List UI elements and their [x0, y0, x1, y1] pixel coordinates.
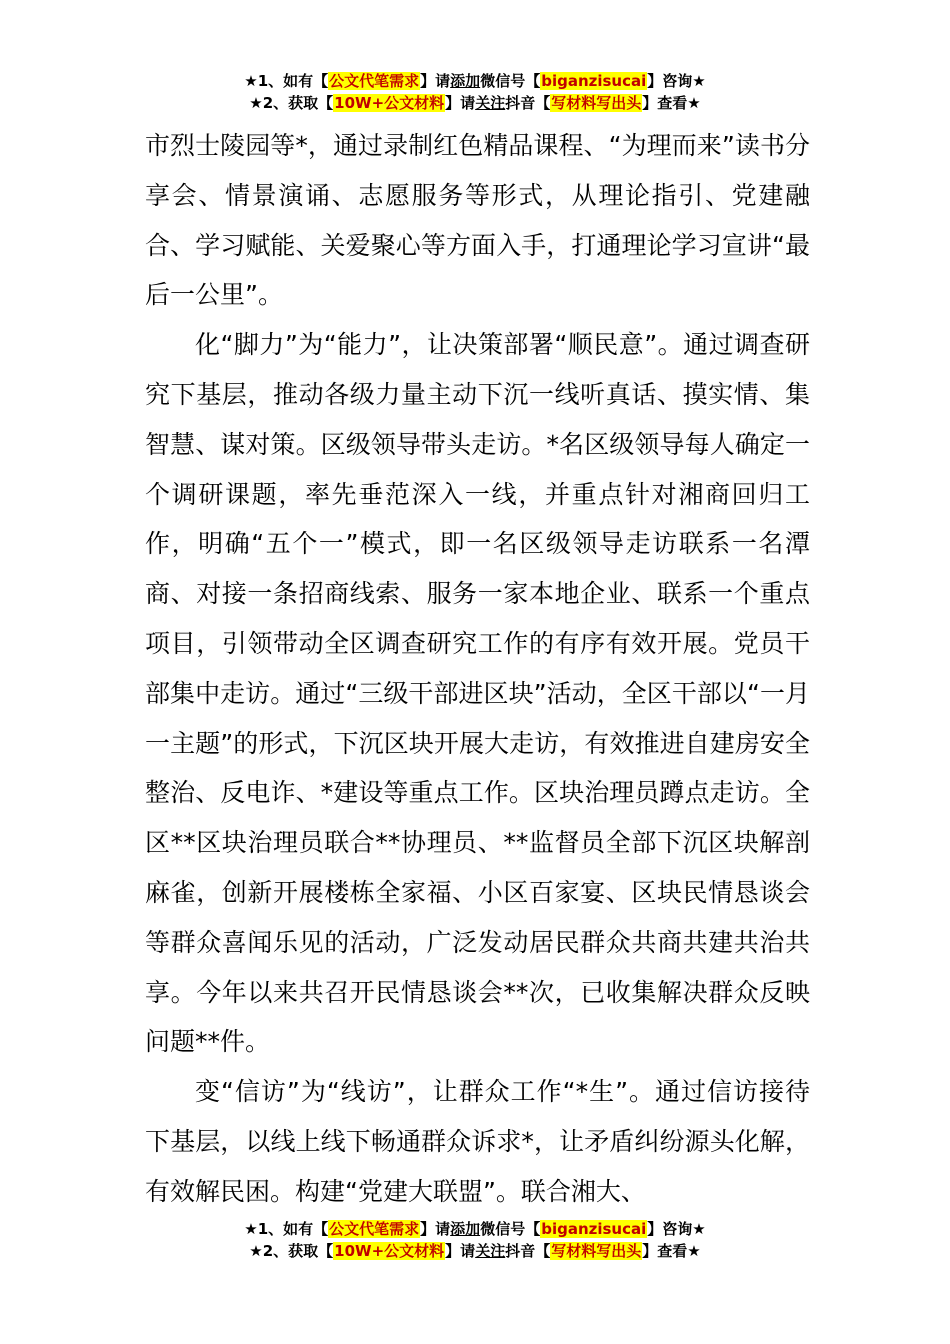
banner-line-1: [0, 1218, 950, 1240]
underlined-text: 添加: [450, 72, 481, 90]
paragraph-3: [145, 1067, 810, 1216]
text-line: 序有效开展。党员干部集中走访。通过“三级干部进区: [145, 628, 810, 708]
banner-text: 】请: [445, 94, 476, 112]
banner-line-2: [0, 92, 950, 114]
star-icon: ★: [692, 72, 706, 90]
text-line: 开展大走访，有效推进自建房安全整治、反电诈、*建设等: [145, 728, 810, 808]
banner-text: 抖音【: [505, 1242, 551, 1260]
highlight-materials: 10W+公文材料: [334, 94, 445, 112]
text-line: 召开民情恳谈会**次，已收集解决群众反映问题**件。: [145, 977, 810, 1057]
banner-text: 2、获取【: [262, 1242, 334, 1260]
banner-text: 】咨询: [647, 1220, 693, 1238]
text-line: 宣讲“最后一公里”。: [145, 230, 810, 310]
text-line: 访接待下基层，以线上线下畅通群众诉求*，让矛盾纠纷源: [145, 1077, 810, 1156]
star-icon: ★: [692, 1220, 706, 1238]
banner-text: 微信号【: [480, 1220, 541, 1238]
banner-text: 1、如有【: [257, 1220, 329, 1238]
text-line: 对湘商回归工作，明确“五个一”模式，即一名区级领导: [145, 479, 810, 559]
banner-text: 】咨询: [647, 72, 693, 90]
highlight-douyin: 写材料写出头: [551, 1242, 642, 1260]
text-line: 摸实情、集智慧、谋对策。区级领导带头走访。*名区级领: [145, 379, 810, 459]
text-line: 活动，广泛发动居民群众共商共建共治共享。今年以来共: [145, 927, 810, 1007]
star-icon: ★: [687, 1242, 701, 1260]
banner-text: 】查看: [642, 1242, 688, 1260]
document-body: [145, 121, 810, 1217]
banner-line-1: [0, 70, 950, 92]
text-line: 建融合、学习赋能、关爱聚心等方面入手，打通理论学习: [145, 180, 810, 260]
star-icon: ★: [687, 94, 701, 112]
text-line: 头化解，有效解民困。构建“党建大联盟”。联合湘大、: [145, 1126, 810, 1206]
text-line: 化“脚力”为“能力”，让决策部署“顺民意”。通: [195, 330, 709, 360]
text-line: 走访联系一名潭商、对接一条招商线索、服务一家本地企: [145, 529, 810, 609]
header-banner: [0, 70, 950, 114]
text-line: 市烈士陵园等*，通过录制红色精品课程、“为理而来”读: [145, 131, 760, 160]
highlight-service: 公文代笔需求: [329, 72, 420, 90]
text-line: 块”活动，全区干部以“一月一主题”的形式，下沉区块: [145, 678, 811, 758]
text-line: 变“信访”为“线访”，让群众工作“*生”。通过信: [195, 1077, 733, 1107]
highlight-materials: 10W+公文材料: [334, 1242, 445, 1260]
banner-text: 】查看: [642, 94, 688, 112]
star-icon: ★: [244, 1220, 258, 1238]
banner-text: 】请: [445, 1242, 476, 1260]
star-icon: ★: [244, 72, 258, 90]
banner-text: 抖音【: [505, 94, 551, 112]
text-line: 全家福、小区百家宴、区块民情恳谈会等群众喜闻乐见的: [145, 877, 810, 957]
banner-text: 2、获取【: [262, 94, 334, 112]
banner-text: 】请: [420, 72, 451, 90]
highlight-service: 公文代笔需求: [329, 1220, 420, 1238]
banner-text: 微信号【: [480, 72, 541, 90]
text-line: 重点工作。区块治理员蹲点走访。全区**区块治理员联合*: [145, 778, 810, 858]
footer-banner: [0, 1218, 950, 1262]
star-icon: ★: [249, 94, 263, 112]
text-line: 过调查研究下基层，推动各级力量主动下沉一线听真话、: [145, 330, 810, 409]
text-line: 书分享会、情景演诵、志愿服务等形式，从理论指引、党: [145, 131, 810, 210]
star-icon: ★: [249, 1242, 263, 1260]
highlight-douyin: 写材料写出头: [551, 94, 642, 112]
text-line: 业、联系一个重点项目，引领带动全区调查研究工作的有: [145, 579, 810, 658]
paragraph-2: [145, 320, 810, 1067]
banner-text: 1、如有【: [257, 72, 329, 90]
underlined-text: 添加: [450, 1220, 481, 1238]
highlight-wechat-id: biganzisucai: [541, 72, 647, 90]
underlined-text: 关注: [475, 94, 506, 112]
paragraph-1: [145, 121, 810, 320]
banner-line-2: [0, 1240, 950, 1262]
text-line: 导每人确定一个调研课题，率先垂范深入一线，并重点针: [145, 429, 810, 509]
text-line: *协理员、**监督员全部下沉区块解剖麻雀，创新开展楼栋: [145, 828, 810, 907]
highlight-wechat-id: biganzisucai: [541, 1220, 647, 1238]
banner-text: 】请: [420, 1220, 451, 1238]
underlined-text: 关注: [475, 1242, 506, 1260]
